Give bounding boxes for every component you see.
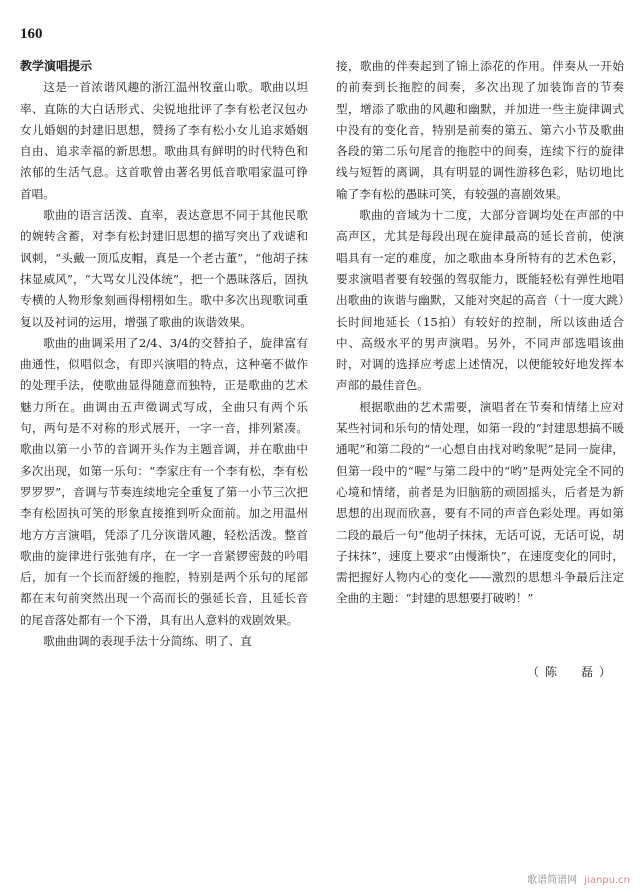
paragraph: 这是一首浓谐风趣的浙江温州牧童山歌。歌曲以坦率、直陈的大白话形式、尖锐地批评了李有松老汉包办女儿婚姻的封建旧思想，赞扬了李有松小女儿追求婚姻自由、追求幸福的新思想。歌曲具有鲜明的时代特色和浓郁的生活气息。这首歌曾由著名男低音歌唱家温可铮首唱。	[20, 80, 308, 201]
left-column	[20, 56, 308, 652]
page-number: 160	[20, 26, 43, 42]
author-credit: （陈 磊）	[527, 665, 618, 679]
watermark-label: 歌谱简谱网	[527, 875, 578, 886]
watermark	[527, 871, 630, 886]
paragraph: 歌曲的语言活泼、直率，表达意思不同于其他民歌的婉转含蓄，对李有松封建旧思想的描写突出了戏谑和讽刺，“头戴一顶瓜皮帽，真是一个老古董”，“他胡子抹抹显威风”，“大骂女儿没体统”，把一个愚昧落后，固执专横的人物形象刻画得栩栩如生。歌中多次出现歌词重复以及衬词的运用，增强了歌曲的诙谐效果。	[20, 208, 308, 329]
paragraph: 歌曲的音域为十二度，大部分音调均处在声部的中高声区，尤其是每段出现在旋律最高的延长音前，使演唱具有一定的难度，加之歌曲本身所特有的艺术色彩，要求演唱者要有较强的驾驭能力，既能轻松有弹性地唱出歌曲的诙谐与幽默，又能对突起的高音（十一度大跳）长时间地延长（15拍）有较好的控制，所以该曲适合中、高级水平的男声演唱。另外，不同声部选唱该曲时，对调的选择应考虑上述情况，以便能较好地发挥本声部的最佳音色。	[336, 208, 624, 393]
watermark-url: jianpu.cn	[584, 875, 630, 886]
paragraph: 根据歌曲的艺术需要，演唱者在节奏和情绪上应对某些衬词和乐句的情处理，如第一段的“封建思想搞不暖通呢”和第二段的“一心想自由找对哟象呢”是同一旋律，但第一段中的“喔”与第二段中的“哟”是两处完全不同的心境和情绪，前者是为旧脑筋的顽固摇头，后者是为新思想的出现而欣喜，要有不同的声音色彩处理。再如第二段的最后一句“他胡子抹抹，无话可说，无话可说，胡子抹抹”，速度上要求“由慢渐快”，在速度变化的同时，需把握好人物内心的变化——激烈的思想斗争最后注定全曲的主题：“封建的思想要打破哟！”	[336, 399, 624, 606]
section-heading: 教学演唱提示	[20, 59, 93, 73]
paragraph: 歌曲曲调的表现手法十分简练、明了、直	[43, 634, 252, 649]
paragraph-continuation: 接，歌曲的伴奏起到了锦上添花的作用。伴奏从一开始的前奏到长拖腔的间奏，多次出现了加装饰音的节奏型，增添了歌曲的风趣和幽默，并加进一些主旋律调式中没有的变化音，特别是前奏的第五、第六小节及歌曲各段的第二乐句尾音的拖腔中的间奏，连续下行的旋律线与短暂的离调，具有明显的调性游移色彩，贴切地比喻了李有松的愚昧可笑，有较强的喜剧效果。	[336, 59, 624, 201]
paragraph: 歌曲的曲调采用了2/4、3/4的交替拍子，旋律富有曲通性，似唱似念，有即兴演唱的特点，这种毫不做作的处理手法，使歌曲显得随意而独特，正是歌曲的艺术魅力所在。曲调由五声徵调式写成，全曲只有两个乐句，两句是不对称的形式展开，一字一音，排列紧凑。歌曲以第一小节的音调开头作为主题音调，并在歌曲中多次出现，如第一乐句：“李家庄有一个李有松，李有松罗罗罗”，音调与节奏连续地完全重复了第一小节三次把李有松固执可笑的形象直接推到听众面前。加之用温州地方方言演唱，凭添了几分诙谐风趣，轻松活泼。整首歌曲的旋律进行张弛有序，在一字一音紧锣密鼓的吟唱后，加有一个长而舒缓的拖腔，特别是两个乐句的尾部都在末句前突然出现一个高而长的强延长音，且延长音的尾音落处都有一个下滑，具有出人意料的戏剧效果。	[20, 335, 308, 627]
right-column	[336, 56, 624, 610]
